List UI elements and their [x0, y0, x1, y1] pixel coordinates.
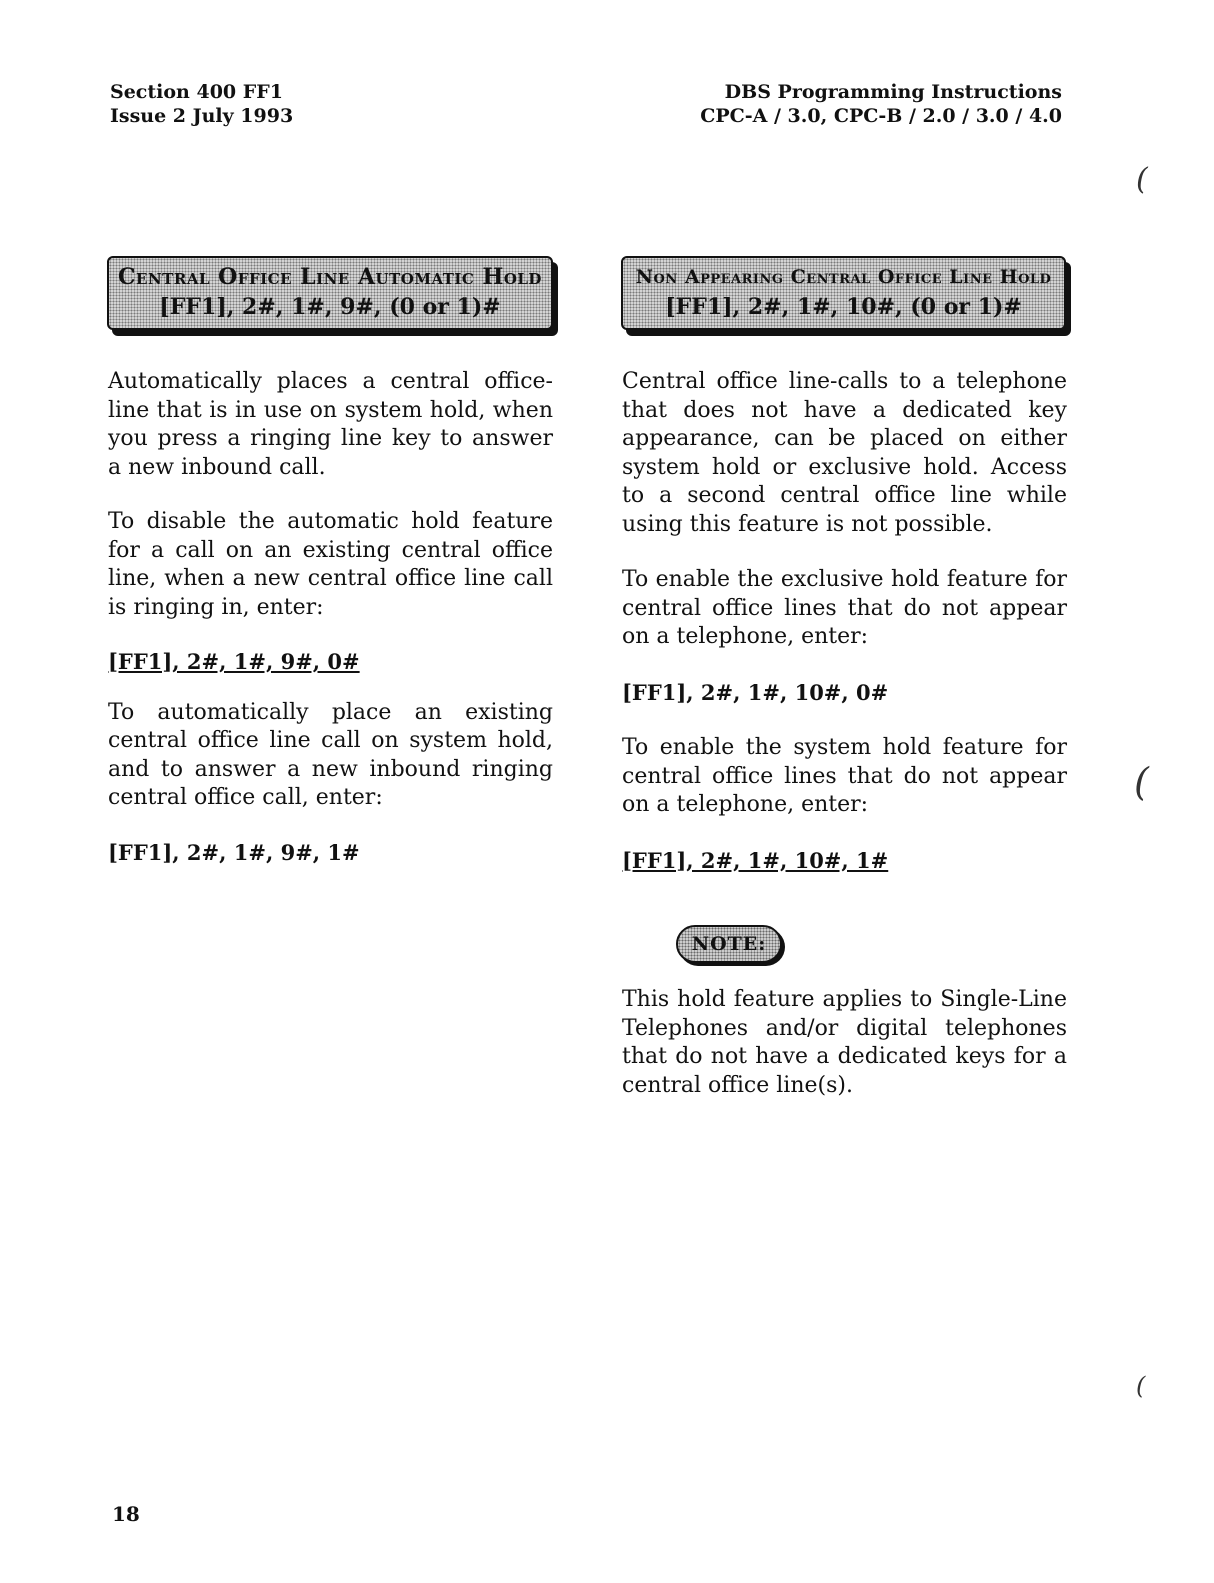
command-code: [FF1], 2#, 1#, 10#, 1#	[622, 847, 889, 873]
margin-mark: (	[1136, 1372, 1146, 1400]
feature-title-box-right	[621, 256, 1066, 330]
paragraph: To enable the system hold feature for central office lines that do not appear on a telephone, enter:	[622, 735, 1067, 817]
feature-code: [FF1], 2#, 1#, 10#, (0 or 1)#	[665, 294, 1022, 320]
margin-mark: (	[1134, 760, 1149, 804]
issue-date: Issue 2 July 1993	[110, 105, 294, 127]
feature-title: Central Office Line Automatic Hold	[118, 264, 542, 290]
header-left	[110, 80, 293, 128]
command-code: [FF1], 2#, 1#, 9#, 0#	[108, 649, 360, 674]
paragraph: To enable the exclusive hold feature for central office lines that do not appear on a telephone, enter:	[622, 567, 1067, 649]
left-column	[108, 368, 553, 867]
paragraph: To automatically place an existing central office line call on system hold, and to answer a new inbound ringing central office call, enter:	[108, 699, 553, 810]
note-text: This hold feature applies to Single-Line Telephones and/or digital telephones that do not have a dedicated keys for a central office line(s).	[622, 987, 1067, 1098]
feature-title-box-left	[107, 256, 553, 330]
command-code: [FF1], 2#, 1#, 9#, 1#	[108, 839, 360, 865]
paragraph: Central office line-calls to a telephone that does not have a dedicated key appearance, can be placed on either system hold or exclusive hold. Access to a second central office line while using this feature is not possible.	[622, 369, 1067, 537]
version-info: CPC-A / 3.0, CPC-B / 2.0 / 3.0 / 4.0	[700, 105, 1062, 127]
feature-title: Non Appearing Central Office Line Hold	[635, 266, 1052, 288]
note-block	[622, 986, 1067, 1100]
command-code: [FF1], 2#, 1#, 10#, 0#	[622, 679, 889, 705]
document-title: DBS Programming Instructions	[724, 81, 1062, 103]
header-right	[700, 80, 1062, 128]
paragraph: Automatically places a central office-line that is in use on system hold, when you press a ringing line key to answer a new inbound call.	[108, 369, 553, 480]
right-column	[622, 368, 1067, 875]
note-badge: NOTE:	[676, 925, 782, 963]
paragraph: To disable the automatic hold feature for a call on an existing central office line, when a new central office line call is ringing in, enter:	[108, 509, 553, 620]
section-label: Section 400 FF1	[110, 81, 283, 103]
page-number: 18	[112, 1502, 140, 1526]
feature-code: [FF1], 2#, 1#, 9#, (0 or 1)#	[159, 294, 501, 320]
margin-mark: (	[1136, 162, 1148, 197]
